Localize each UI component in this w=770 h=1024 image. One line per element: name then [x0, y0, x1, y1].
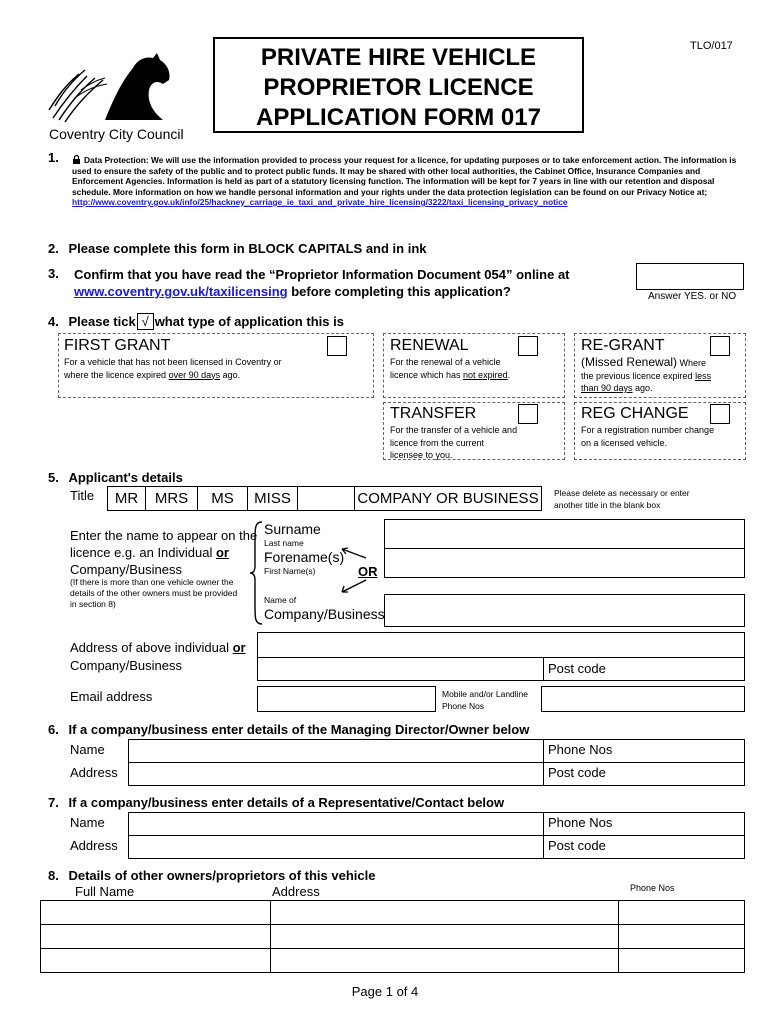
name-intro — [70, 527, 260, 578]
lock-icon — [72, 155, 81, 164]
regrant-checkbox[interactable] — [710, 336, 730, 356]
section-1-number: 1. — [48, 150, 59, 165]
rep-address-input[interactable] — [128, 835, 544, 859]
rep-postcode-label: Post code — [548, 838, 606, 853]
section-4-heading — [48, 313, 344, 330]
regrant-desc-underline: less than 90 days — [581, 370, 712, 393]
company-label: Company/Business — [264, 606, 385, 622]
section-5-number: 5. — [48, 470, 59, 485]
company-sublabel: Name of — [264, 595, 297, 605]
first-grant-desc-b: ago. — [220, 369, 241, 380]
renewal-desc-underline: not expired — [463, 369, 508, 380]
section-3-text-line2: before completing this application? — [291, 284, 511, 299]
section-8-number: 8. — [48, 868, 59, 883]
council-logo — [45, 50, 195, 140]
owner-name-cell[interactable] — [41, 925, 271, 949]
owner-address-cell[interactable] — [271, 949, 619, 973]
first-grant-checkbox[interactable] — [327, 336, 347, 356]
renewal-description — [390, 356, 515, 381]
email-label: Email address — [70, 689, 153, 704]
email-input[interactable] — [257, 686, 436, 712]
owner-address-cell[interactable] — [271, 925, 619, 949]
surname-label: Surname — [264, 521, 321, 537]
title-option-miss[interactable]: MISS — [248, 487, 298, 511]
data-protection-notice — [72, 155, 752, 208]
company-name-input[interactable] — [384, 594, 745, 627]
section-5-text: Applicant's details — [68, 470, 183, 485]
title-option-mr[interactable]: MR — [108, 487, 146, 511]
forename-input[interactable] — [384, 548, 745, 578]
first-grant-desc-underline: over 90 days — [168, 369, 221, 380]
md-address-input[interactable] — [128, 762, 544, 786]
section-6-heading — [48, 722, 529, 737]
form-title-box — [213, 37, 584, 133]
section-6-text: If a company/business enter details of the Managing Director/Owner below — [68, 722, 530, 737]
title-option-ms[interactable]: MS — [198, 487, 248, 511]
rep-name-label: Name — [70, 815, 105, 830]
phone-input[interactable] — [541, 686, 745, 712]
arrow-to-company-icon — [338, 578, 368, 594]
rep-name-input[interactable] — [128, 812, 544, 836]
owners-col-phone: Phone Nos — [630, 883, 675, 893]
address-label — [70, 639, 250, 675]
title-option-blank[interactable] — [298, 487, 355, 511]
surname-input[interactable] — [384, 519, 745, 549]
section-4-number: 4. — [48, 314, 59, 329]
regrant-desc-a: Where the previous licence expired — [581, 358, 707, 381]
address-label-or: or — [232, 640, 246, 655]
owner-address-cell[interactable] — [271, 901, 619, 925]
address-label-a: Address of above individual — [70, 640, 233, 655]
first-grant-title: FIRST GRANT — [64, 337, 171, 354]
rep-phone-label: Phone Nos — [548, 815, 613, 830]
form-title-line1: PRIVATE HIRE VEHICLE — [260, 44, 537, 71]
first-grant-desc-a: For a vehicle that has not been licensed in Coventry or where the licence expired — [64, 357, 282, 380]
name-intro-or: or — [215, 545, 229, 560]
renewal-title: RENEWAL — [390, 337, 469, 354]
renewal-checkbox[interactable] — [518, 336, 538, 356]
address-label-b: Company/Business — [70, 658, 182, 673]
renewal-desc-a: For the renewal of a vehicle licence which has — [390, 357, 501, 380]
data-protection-text: Data Protection: We will use the information provided to process your request for a licence, for updating purposes or to take enforcement action. The information is used to ensure the safety of the public and to protect public funds. It may be shared with other local authorities, the Cabinet Office, Insurance Companies and Enforcement Agencies. Information is held as part of a statutory licensing function. The information will be kept for 7 years in line with our retention and disposal schedule. More information on how we handle personal information and your rights under the data protection legislation can be found on our Privacy Notice at; — [72, 155, 737, 197]
owner-name-cell[interactable] — [41, 949, 271, 973]
read-confirmation-input[interactable] — [636, 263, 744, 290]
postcode-label: Post code — [548, 661, 606, 676]
section-4-text-a: Please tick — [68, 314, 136, 329]
title-label: Title — [70, 488, 95, 503]
reg-change-checkbox[interactable] — [710, 404, 730, 424]
section-3-number: 3. — [48, 266, 59, 281]
md-address-label: Address — [70, 765, 118, 780]
regrant-title: RE-GRANT — [581, 337, 665, 354]
owners-table — [40, 900, 745, 973]
surname-sublabel: Last name — [264, 538, 304, 548]
first-grant-description — [64, 356, 304, 381]
owners-table-row — [41, 949, 745, 973]
section-2-text: Please complete this form in BLOCK CAPITALS and in ink — [68, 241, 427, 256]
page-number: Page 1 of 4 — [351, 984, 419, 999]
owners-col-address: Address — [272, 884, 320, 899]
md-postcode-label: Post code — [548, 765, 606, 780]
regrant-description — [581, 356, 721, 395]
transfer-title: TRANSFER — [390, 405, 477, 422]
regrant-subtitle: (Missed Renewal) — [581, 355, 678, 369]
transfer-description: For the transfer of a vehicle and licence from the current licensee to you. — [390, 425, 518, 460]
owner-phone-cell[interactable] — [619, 925, 745, 949]
privacy-notice-link[interactable]: http://www.coventry.gov.uk/info/25/hackney_carriage_ie_taxi_and_private_hire_licensing/3222/taxi_licensing_privacy_notice — [72, 197, 568, 207]
owners-col-name: Full Name — [75, 884, 135, 899]
section-4-text-b: what type of application this is — [154, 314, 344, 329]
section-3-text — [74, 266, 614, 300]
forename-label: Forename(s) — [264, 549, 345, 565]
phone-label: Mobile and/or Landline Phone Nos — [442, 689, 529, 711]
title-options — [107, 486, 542, 511]
title-option-company[interactable]: COMPANY OR BUSINESS — [355, 487, 542, 511]
section-5-heading — [48, 470, 183, 485]
md-name-label: Name — [70, 742, 105, 757]
name-intro-a: Enter the name to appear on the licence e.g. an Individual — [70, 528, 258, 560]
or-separator: OR — [358, 564, 378, 579]
horse-head-icon — [45, 50, 195, 125]
address-input-line2[interactable] — [257, 657, 544, 681]
md-phone-label: Phone Nos — [548, 742, 613, 757]
regrant-desc-b: ago. — [632, 383, 653, 393]
name-bracket-icon — [250, 520, 264, 626]
owners-table-row — [41, 925, 745, 949]
reg-change-title: REG CHANGE — [581, 405, 689, 422]
council-name: Coventry City Council — [49, 126, 184, 142]
owner-phone-cell[interactable] — [619, 901, 745, 925]
tick-sample-icon: √ — [137, 313, 154, 330]
answer-hint: Answer YES. or NO — [648, 291, 737, 302]
renewal-desc-b: . — [507, 369, 511, 380]
section-8-text: Details of other owners/proprietors of this vehicle — [68, 868, 376, 883]
owner-name-cell[interactable] — [41, 901, 271, 925]
section-2 — [48, 241, 427, 256]
transfer-checkbox[interactable] — [518, 404, 538, 424]
reg-change-description: For a registration number change on a licensed vehicle. — [581, 425, 715, 448]
section-3-text-line1: Confirm that you have read the “Proprietor Information Document 054” online at — [74, 267, 570, 282]
rep-address-label: Address — [70, 838, 118, 853]
md-name-input[interactable] — [128, 739, 544, 763]
address-input-line1[interactable] — [257, 632, 745, 658]
name-note: (If there is more than one vehicle owner the details of the other owners must be provided in section 8) — [70, 577, 238, 609]
form-title-line3: APPLICATION FORM 017 — [256, 104, 541, 131]
section-7-text: If a company/business enter details of a Representative/Contact below — [68, 795, 505, 810]
section-2-number: 2. — [48, 241, 59, 256]
section-8-heading — [48, 868, 375, 883]
section-7-heading — [48, 795, 504, 810]
forename-sublabel: First Name(s) — [264, 566, 316, 576]
owner-phone-cell[interactable] — [619, 949, 745, 973]
form-title-line2: PROPRIETOR LICENCE — [263, 74, 534, 101]
name-intro-b: Company/Business — [70, 562, 182, 577]
title-option-mrs[interactable]: MRS — [146, 487, 198, 511]
title-note: Please delete as necessary or enter another title in the blank box — [554, 488, 690, 510]
owners-table-row — [41, 901, 745, 925]
form-reference: TLO/017 — [690, 40, 733, 52]
section-7-number: 7. — [48, 795, 59, 810]
arrow-to-forename-icon — [338, 546, 368, 560]
section-6-number: 6. — [48, 722, 59, 737]
taxi-licensing-link[interactable]: www.coventry.gov.uk/taxilicensing — [74, 284, 288, 299]
